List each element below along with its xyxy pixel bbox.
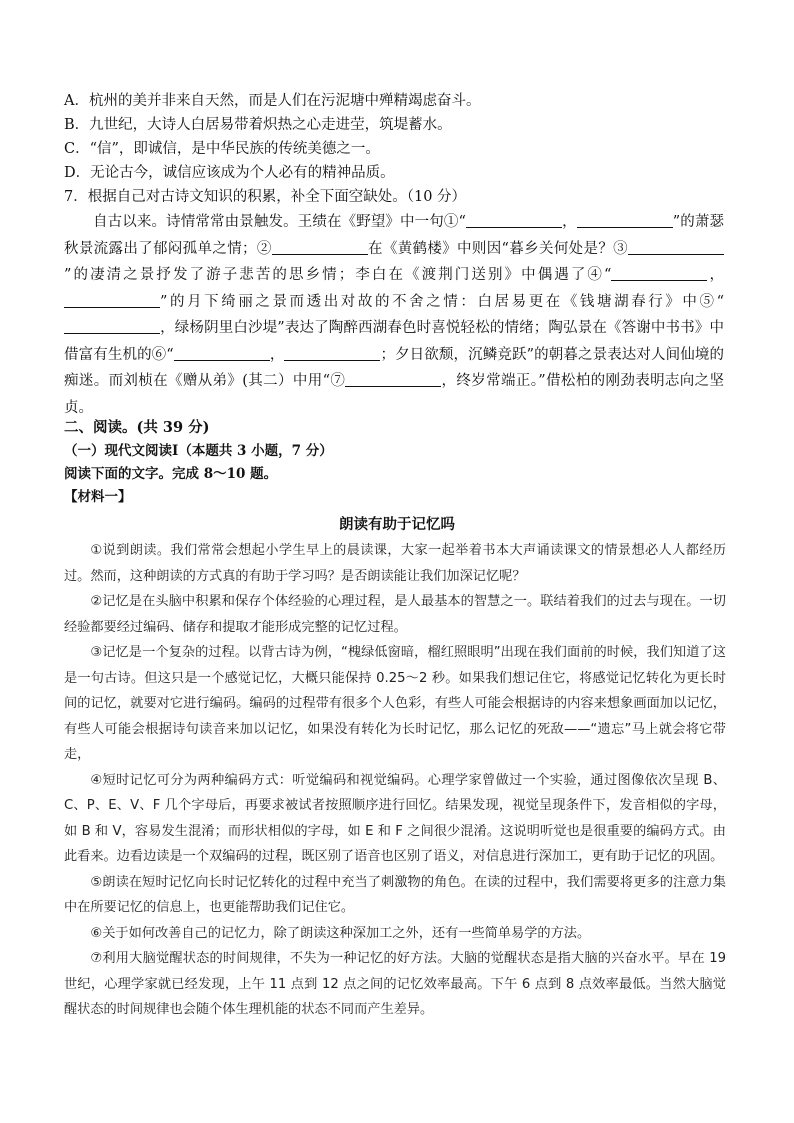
blank-7[interactable] <box>345 372 441 387</box>
option-b: B．九世纪，大诗人白居易带着炽热之心走进茔，筑堤蓄水。 <box>64 117 452 133</box>
question-7-body: 自古以来。诗情常常由景触发。王绩在《野望》中一句①“ ， ”的萧瑟秋景流露出了郁闷孤单之情；② 在《黄鹤楼》中则因“暮乡关何处是？③”的凄清之景抒发了游子悲苦的思乡情；李白在《渡荆门送别》中偶遇了④“ ，”的月下绮丽之景而透出对故的不舍之情：白居易更在《钱塘湖春行》中⑤“，绿杨阴里白沙堤”表达了陶醉西湖春色时喜悦轻松的情绪；陶弘景在《答谢中书书》中借富有生机的⑥“ ， ；夕日欲颓，沉鳞竞跃”的朝暮之景表达对人间仙境的痴迷。而刘桢在《赠从弟》(其二）中用“⑦ ，终岁常端正。”借松柏的刚劲表明志向之坚贞。 <box>64 214 725 416</box>
option-a: A．杭州的美并非来自天然，而是人们在污泥塘中殚精竭虑奋斗。 <box>64 93 481 109</box>
reading-instruction: 阅读下面的文字。完成 8～10 题。 <box>64 466 278 482</box>
article-paragraph: ⑦利用大脑觉醒状态的时间规律，不失为一种记忆的好方法。大脑的觉醒状态是指大脑的兴奋水平。早在 19 世纪，心理学家就已经发现，上午 11 点到 12 点之间的记忆效率最高。下午 6 点到 8 点效率最低。当然大脑觉醒状态的时间规律也会随个体生理机能的状态不同而产生差异。 <box>64 951 726 1017</box>
blank-1b[interactable] <box>577 213 673 228</box>
option-d: D．无论古今，诚信应该成为个人必有的精神品质。 <box>64 165 395 181</box>
blank-3[interactable] <box>628 240 724 255</box>
blank-4a[interactable] <box>611 266 707 281</box>
article-body <box>64 538 726 1023</box>
article-paragraph: ②记忆是在头脑中积累和保存个体经验的心理过程，是人最基本的智慧之一。联结着我们的过去与现在。一切经验都要经过编码、储存和提取才能形成完整的记忆过程。 <box>64 594 726 635</box>
article-paragraph: ④短时记忆可分为两种编码方式：听觉编码和视觉编码。心理学家曾做过一个实验，通过图像依次呈现 B、C、P、E、V、F 几个字母后，再要求被试者按照顺序进行回忆。结果发现，视觉呈现条件下，发音相似的字母，如 B 和 V，容易发生混淆；而形状相似的字母，如 E 和 F 之间很少混淆。这说明听觉也是很重要的编码方式。由此看来。边看边读是一个双编码的过程，既区别了语音也区别了语义，对信息进行深加工，更有助于记忆的巩固。 <box>64 772 726 864</box>
article-paragraph: ⑤朗读在短时记忆向长时记忆转化的过程中充当了刺激物的角色。在读的过程中，我们需要将更多的注意力集中在所要记忆的信息上，也更能帮助我们记住它。 <box>64 874 726 915</box>
blank-5[interactable] <box>64 319 160 334</box>
blank-1a[interactable] <box>466 213 562 228</box>
option-c: C．“信”，即诚信，是中华民族的传统美德之一。 <box>64 141 380 157</box>
section-2-heading: 二、阅读。(共 39 分) <box>64 419 210 436</box>
article-title: 朗读有助于记忆吗 <box>339 516 455 533</box>
blank-2[interactable] <box>272 240 368 255</box>
blank-4b[interactable] <box>64 293 160 308</box>
article-paragraph: ③记忆是一个复杂的过程。以背古诗为例，“槐绿低窗暗，榴红照眼明”出现在我们面前的时候，我们知道了这是一句古诗。但这只是一个感觉记忆，大概只能保持 0.25～2 秒。如果我们想记住它，将感觉记忆转化为更长时间的记忆，就要对它进行编码。编码的过程带有很多个人色彩，有些人可能会根据诗的内容来想象画面加以记忆，有些人可能会根据诗句读音来加以记忆，如果没有转化为长时记忆，那么记忆的死敌——“遗忘”马上就会将它带走， <box>64 645 726 762</box>
blank-6b[interactable] <box>284 346 380 361</box>
material-label: 【材料一】 <box>64 489 132 505</box>
question-7-title: 7．根据自己对古诗文知识的积累，补全下面空缺处。（10 分） <box>64 189 467 205</box>
section-2-subheading: （一）现代文阅读Ⅰ（本题共 3 小题，7 分） <box>64 443 333 459</box>
article-paragraph: ⑥关于如何改善自己的记忆力，除了朗读这种深加工之外，还有一些简单易学的方法。 <box>90 925 591 941</box>
blank-6a[interactable] <box>174 346 270 361</box>
article-paragraph: ①说到朗读。我们常常会想起小学生早上的晨读课，大家一起举着书本大声诵读课文的情景想必人人都经历过。然而，这种朗读的方式真的有助于学习吗？是否朗读能让我们加深记忆呢？ <box>64 543 726 584</box>
